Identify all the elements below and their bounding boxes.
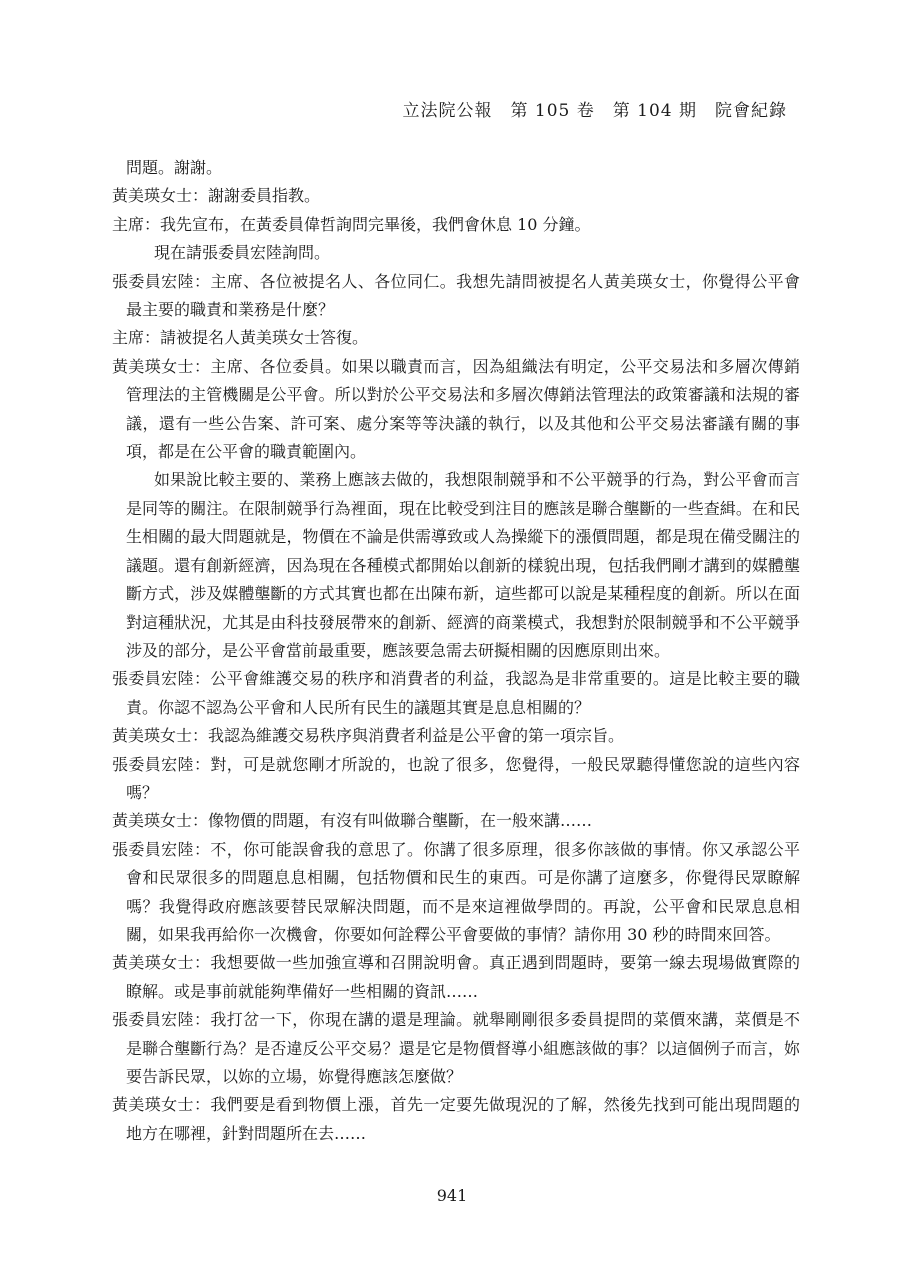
paragraph <box>112 836 800 950</box>
speaker-label: 張委員宏陸： <box>112 1010 211 1030</box>
speech-text: 不，你可能誤會我的意思了。你講了很多原理，很多你該做的事情。你又承認公平會和民眾很多的問題息息相關，包括物價和民生的東西。可是你講了這麼多，你覺得民眾瞭解嗎？我覺得政府應該要替民眾解決問題，而不是來這裡做學問的。再說，公平會和民眾息息相關，如果我再給你一次機會，你要如何詮釋公平會要做的事情？請你用 30 秒的時間來回答。 <box>126 839 800 944</box>
speech-text: 像物價的問題，有沒有叫做聯合壟斷，在一般來講…… <box>208 811 593 831</box>
paragraph <box>112 722 800 750</box>
speech-text: 請被提名人黃美瑛女士答復。 <box>160 328 369 348</box>
paragraph <box>112 949 800 1006</box>
speaker-label: 黃美瑛女士： <box>112 356 211 376</box>
speaker-label: 黃美瑛女士： <box>112 811 209 831</box>
paragraph <box>112 182 800 210</box>
paragraph <box>112 211 800 239</box>
speaker-label: 張委員宏陸： <box>112 271 211 291</box>
speaker-label: 張委員宏陸： <box>112 669 211 689</box>
speech-text: 問題。謝謝。 <box>126 158 223 177</box>
speech-text: 我打岔一下，你現在講的還是理論。就舉剛剛很多委員提問的菜價來講，菜價是不是聯合壟斷行為？是否違反公平交易？還是它是物價督導小組應該做的事？以這個例子而言，妳要告訴民眾，以妳的立場，妳覺得應該怎麼做？ <box>126 1010 800 1086</box>
speaker-label: 黃美瑛女士： <box>112 186 209 206</box>
paragraph <box>112 751 800 808</box>
speaker-label: 張委員宏陸： <box>112 839 211 859</box>
speaker-label: 張委員宏陸： <box>112 754 211 774</box>
paragraph <box>112 665 800 722</box>
speech-text: 主席、各位被提名人、各位同仁。我想先請問被提名人黃美瑛女士，你覺得公平會最主要的職責和業務是什麼？ <box>126 271 800 320</box>
speech-text: 如果說比較主要的、業務上應該去做的，我想限制競爭和不公平競爭的行為，對公平會而言是同等的關注。在限制競爭行為裡面，現在比較受到注目的應該是聯合壟斷的一些查緝。在和民生相關的最大問題就是，物價在不論是供需導致或人為操縱下的漲價問題，都是現在備受關注的議題。還有創新經濟，因為現在各種模式都開始以創新的樣貌出現，包括我們剛才講到的媒體壟斷方式，涉及媒體壟斷的方式其實也都在出陳布新，這些都可以說是某種程度的創新。所以在面對這種狀況，尤其是由科技發展帶來的創新、經濟的商業模式，我想對於限制競爭和不公平競爭涉及的部分，是公平會當前最重要，應該要急需去研擬相關的因應原則出來。 <box>126 470 800 660</box>
paragraph <box>112 1006 800 1091</box>
paragraph <box>112 239 800 267</box>
paragraph <box>112 466 800 665</box>
speech-text: 對，可是就您剛才所說的，也說了很多，您覺得，一般民眾聽得懂您說的這些內容嗎？ <box>126 754 800 802</box>
gazette-header: 立法院公報 第 105 卷 第 104 期 院會紀錄 <box>402 101 787 121</box>
speaker-label: 黃美瑛女士： <box>112 1095 211 1115</box>
speech-text: 謝謝委員指教。 <box>208 186 321 206</box>
speech-text: 我認為維護交易秩序與消費者利益是公平會的第一項宗旨。 <box>208 726 625 746</box>
speech-text: 我想要做一些加強宣導和召開說明會。真正遇到問題時，要第一線去現場做實際的瞭解。或是事前就能夠準備好一些相關的資訊…… <box>126 953 800 1001</box>
paragraph <box>112 324 800 352</box>
speech-text: 我先宣布，在黃委員偉哲詢問完畢後，我們會休息 10 分鐘。 <box>160 214 591 234</box>
speech-text: 主席、各位委員。如果以職責而言，因為組織法有明定，公平交易法和多層次傳銷管理法的主管機關是公平會。所以對於公平交易法和多層次傳銷法管理法的政策審議和法規的審議，還有一些公告案、許可案、處分案等等決議的執行，以及其他和公平交易法審議有關的事項，都是在公平會的職責範圍內。 <box>126 356 800 462</box>
speaker-label: 黃美瑛女士： <box>112 726 209 746</box>
speech-text: 現在請張委員宏陸詢問。 <box>154 243 331 263</box>
speaker-label: 黃美瑛女士： <box>112 953 211 973</box>
paragraph <box>112 1091 800 1148</box>
speech-text: 公平會維護交易的秩序和消費者的利益，我認為是非常重要的。這是比較主要的職責。你認不認為公平會和人民所有民生的議題其實是息息相關的？ <box>126 669 800 717</box>
paragraph <box>112 268 800 325</box>
speaker-label: 主席： <box>112 328 161 348</box>
paragraph <box>112 154 800 182</box>
speech-text: 我們要是看到物價上漲，首先一定要先做現況的了解，然後先找到可能出現問題的地方在哪裡，針對問題所在去…… <box>126 1095 800 1143</box>
paragraph <box>112 353 800 467</box>
speaker-label: 主席： <box>112 214 161 234</box>
paragraph <box>112 807 800 835</box>
transcript-body <box>112 154 800 1148</box>
page-number: 941 <box>436 1186 468 1205</box>
